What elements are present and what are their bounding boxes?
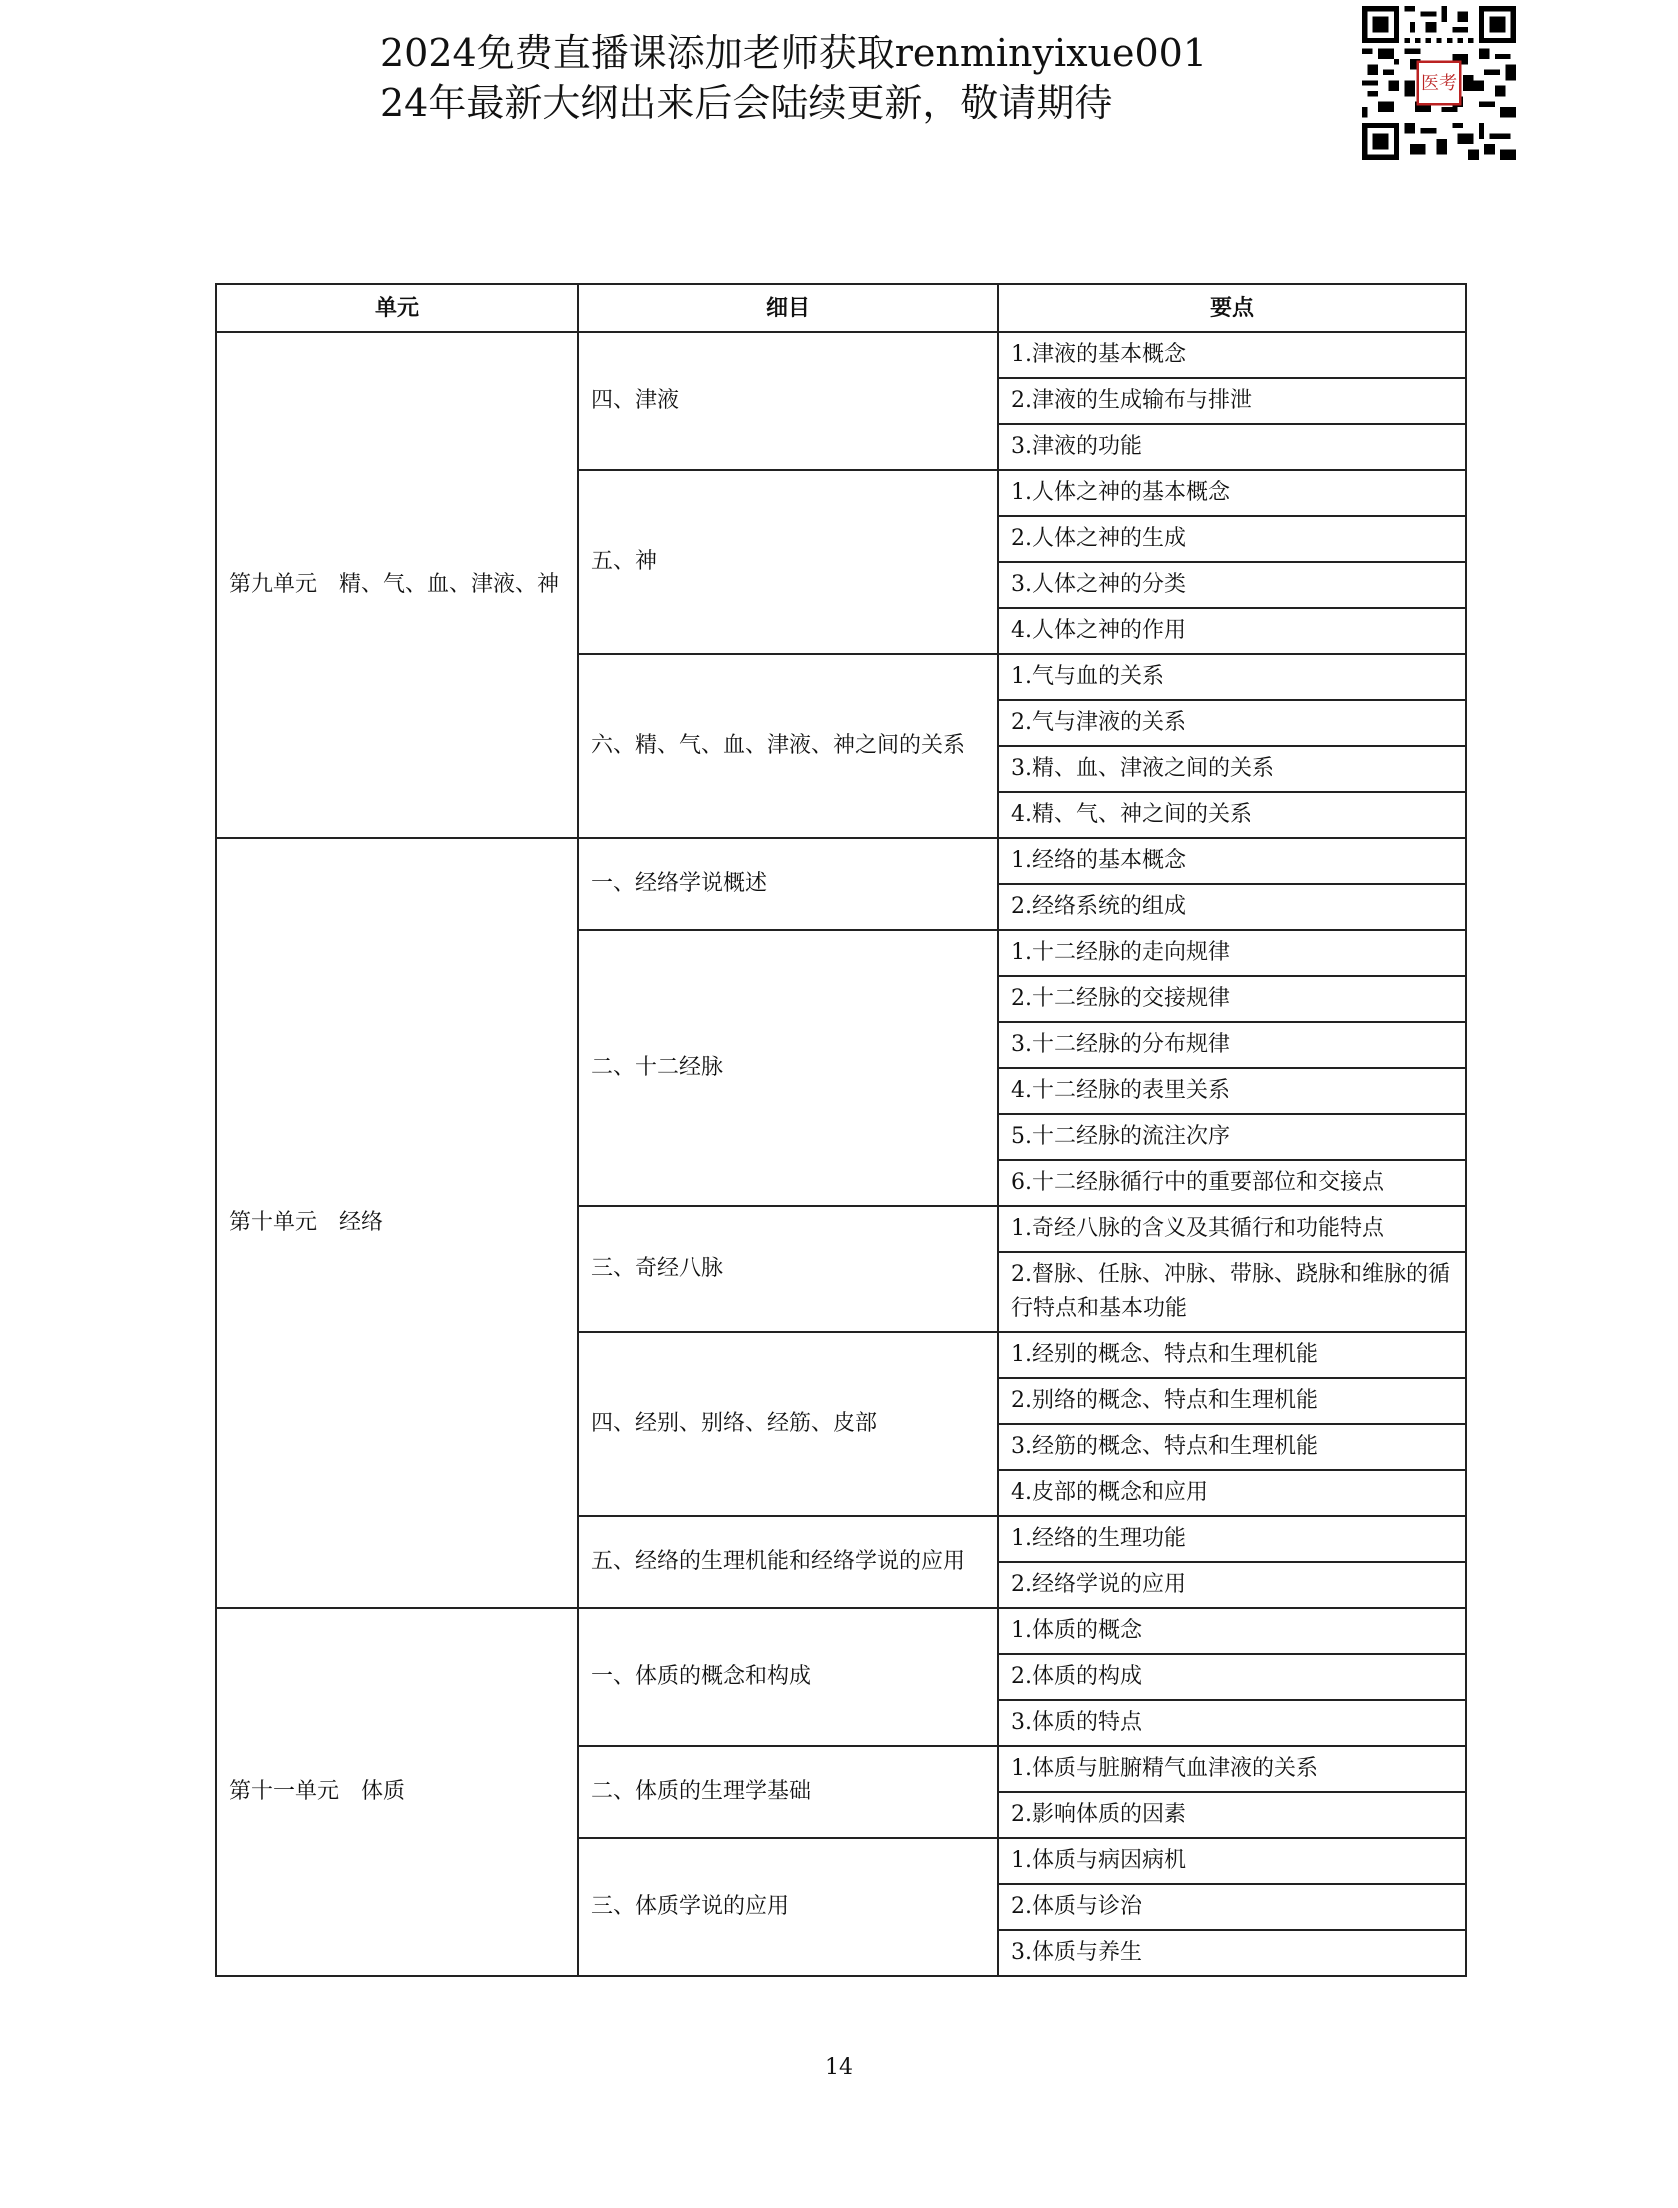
point-cell: 2.十二经脉的交接规律	[998, 976, 1466, 1022]
table-row	[216, 1608, 1466, 1654]
point-cell: 2.体质的构成	[998, 1654, 1466, 1700]
header-point: 要点	[998, 284, 1466, 332]
point-cell: 4.人体之神的作用	[998, 608, 1466, 654]
point-cell: 5.十二经脉的流注次序	[998, 1114, 1466, 1160]
point-cell: 2.影响体质的因素	[998, 1792, 1466, 1838]
promo-line-1: 2024免费直播课添加老师获取renminyixue001	[380, 31, 1208, 75]
unit-cell: 第十单元 经络	[216, 838, 578, 1608]
item-cell: 二、体质的生理学基础	[578, 1746, 998, 1838]
point-cell: 2.督脉、任脉、冲脉、带脉、跷脉和维脉的循行特点和基本功能	[998, 1252, 1466, 1332]
point-cell: 1.体质的概念	[998, 1608, 1466, 1654]
item-cell: 三、奇经八脉	[578, 1206, 998, 1332]
point-cell: 3.十二经脉的分布规律	[998, 1022, 1466, 1068]
point-cell: 2.体质与诊治	[998, 1884, 1466, 1930]
point-cell: 1.体质与病因病机	[998, 1838, 1466, 1884]
syllabus-body	[216, 332, 1466, 1976]
point-cell: 4.皮部的概念和应用	[998, 1470, 1466, 1516]
point-cell: 1.十二经脉的走向规律	[998, 930, 1466, 976]
point-cell: 3.人体之神的分类	[998, 562, 1466, 608]
header-item: 细目	[578, 284, 998, 332]
item-cell: 一、经络学说概述	[578, 838, 998, 930]
item-cell: 一、体质的概念和构成	[578, 1608, 998, 1746]
point-cell: 4.精、气、神之间的关系	[998, 792, 1466, 838]
point-cell: 3.经筋的概念、特点和生理机能	[998, 1424, 1466, 1470]
point-cell: 2.气与津液的关系	[998, 700, 1466, 746]
point-cell: 6.十二经脉循行中的重要部位和交接点	[998, 1160, 1466, 1206]
promo-line-2: 24年最新大纲出来后会陆续更新，敬请期待	[380, 81, 1113, 125]
syllabus-table	[215, 283, 1467, 1977]
point-cell: 2.津液的生成输布与排泄	[998, 378, 1466, 424]
point-cell: 1.经别的概念、特点和生理机能	[998, 1332, 1466, 1378]
item-cell: 六、精、气、血、津液、神之间的关系	[578, 654, 998, 838]
unit-cell: 第十一单元 体质	[216, 1608, 578, 1976]
item-cell: 二、十二经脉	[578, 930, 998, 1206]
point-cell: 2.经络学说的应用	[998, 1562, 1466, 1608]
promo-banner	[380, 28, 1207, 128]
point-cell: 2.人体之神的生成	[998, 516, 1466, 562]
qr-logo-text: 医考	[1420, 72, 1458, 94]
item-cell: 五、经络的生理机能和经络学说的应用	[578, 1516, 998, 1608]
point-cell: 1.奇经八脉的含义及其循行和功能特点	[998, 1206, 1466, 1252]
point-cell: 3.精、血、津液之间的关系	[998, 746, 1466, 792]
point-cell: 2.经络系统的组成	[998, 884, 1466, 930]
point-cell: 2.别络的概念、特点和生理机能	[998, 1378, 1466, 1424]
point-cell: 1.经络的生理功能	[998, 1516, 1466, 1562]
point-cell: 1.气与血的关系	[998, 654, 1466, 700]
point-cell: 1.人体之神的基本概念	[998, 470, 1466, 516]
table-row	[216, 838, 1466, 884]
point-cell: 3.津液的功能	[998, 424, 1466, 470]
point-cell: 1.经络的基本概念	[998, 838, 1466, 884]
point-cell: 4.十二经脉的表里关系	[998, 1068, 1466, 1114]
qr-code-icon[interactable]	[1362, 6, 1516, 160]
point-cell: 3.体质与养生	[998, 1930, 1466, 1976]
item-cell: 四、津液	[578, 332, 998, 470]
point-cell: 1.津液的基本概念	[998, 332, 1466, 378]
page-number: 14	[825, 2055, 853, 2080]
table-header-row	[216, 284, 1466, 332]
item-cell: 三、体质学说的应用	[578, 1838, 998, 1976]
table-row	[216, 332, 1466, 378]
unit-cell: 第九单元 精、气、血、津液、神	[216, 332, 578, 838]
header-unit: 单元	[216, 284, 578, 332]
point-cell: 3.体质的特点	[998, 1700, 1466, 1746]
item-cell: 五、神	[578, 470, 998, 654]
point-cell: 1.体质与脏腑精气血津液的关系	[998, 1746, 1466, 1792]
item-cell: 四、经别、别络、经筋、皮部	[578, 1332, 998, 1516]
